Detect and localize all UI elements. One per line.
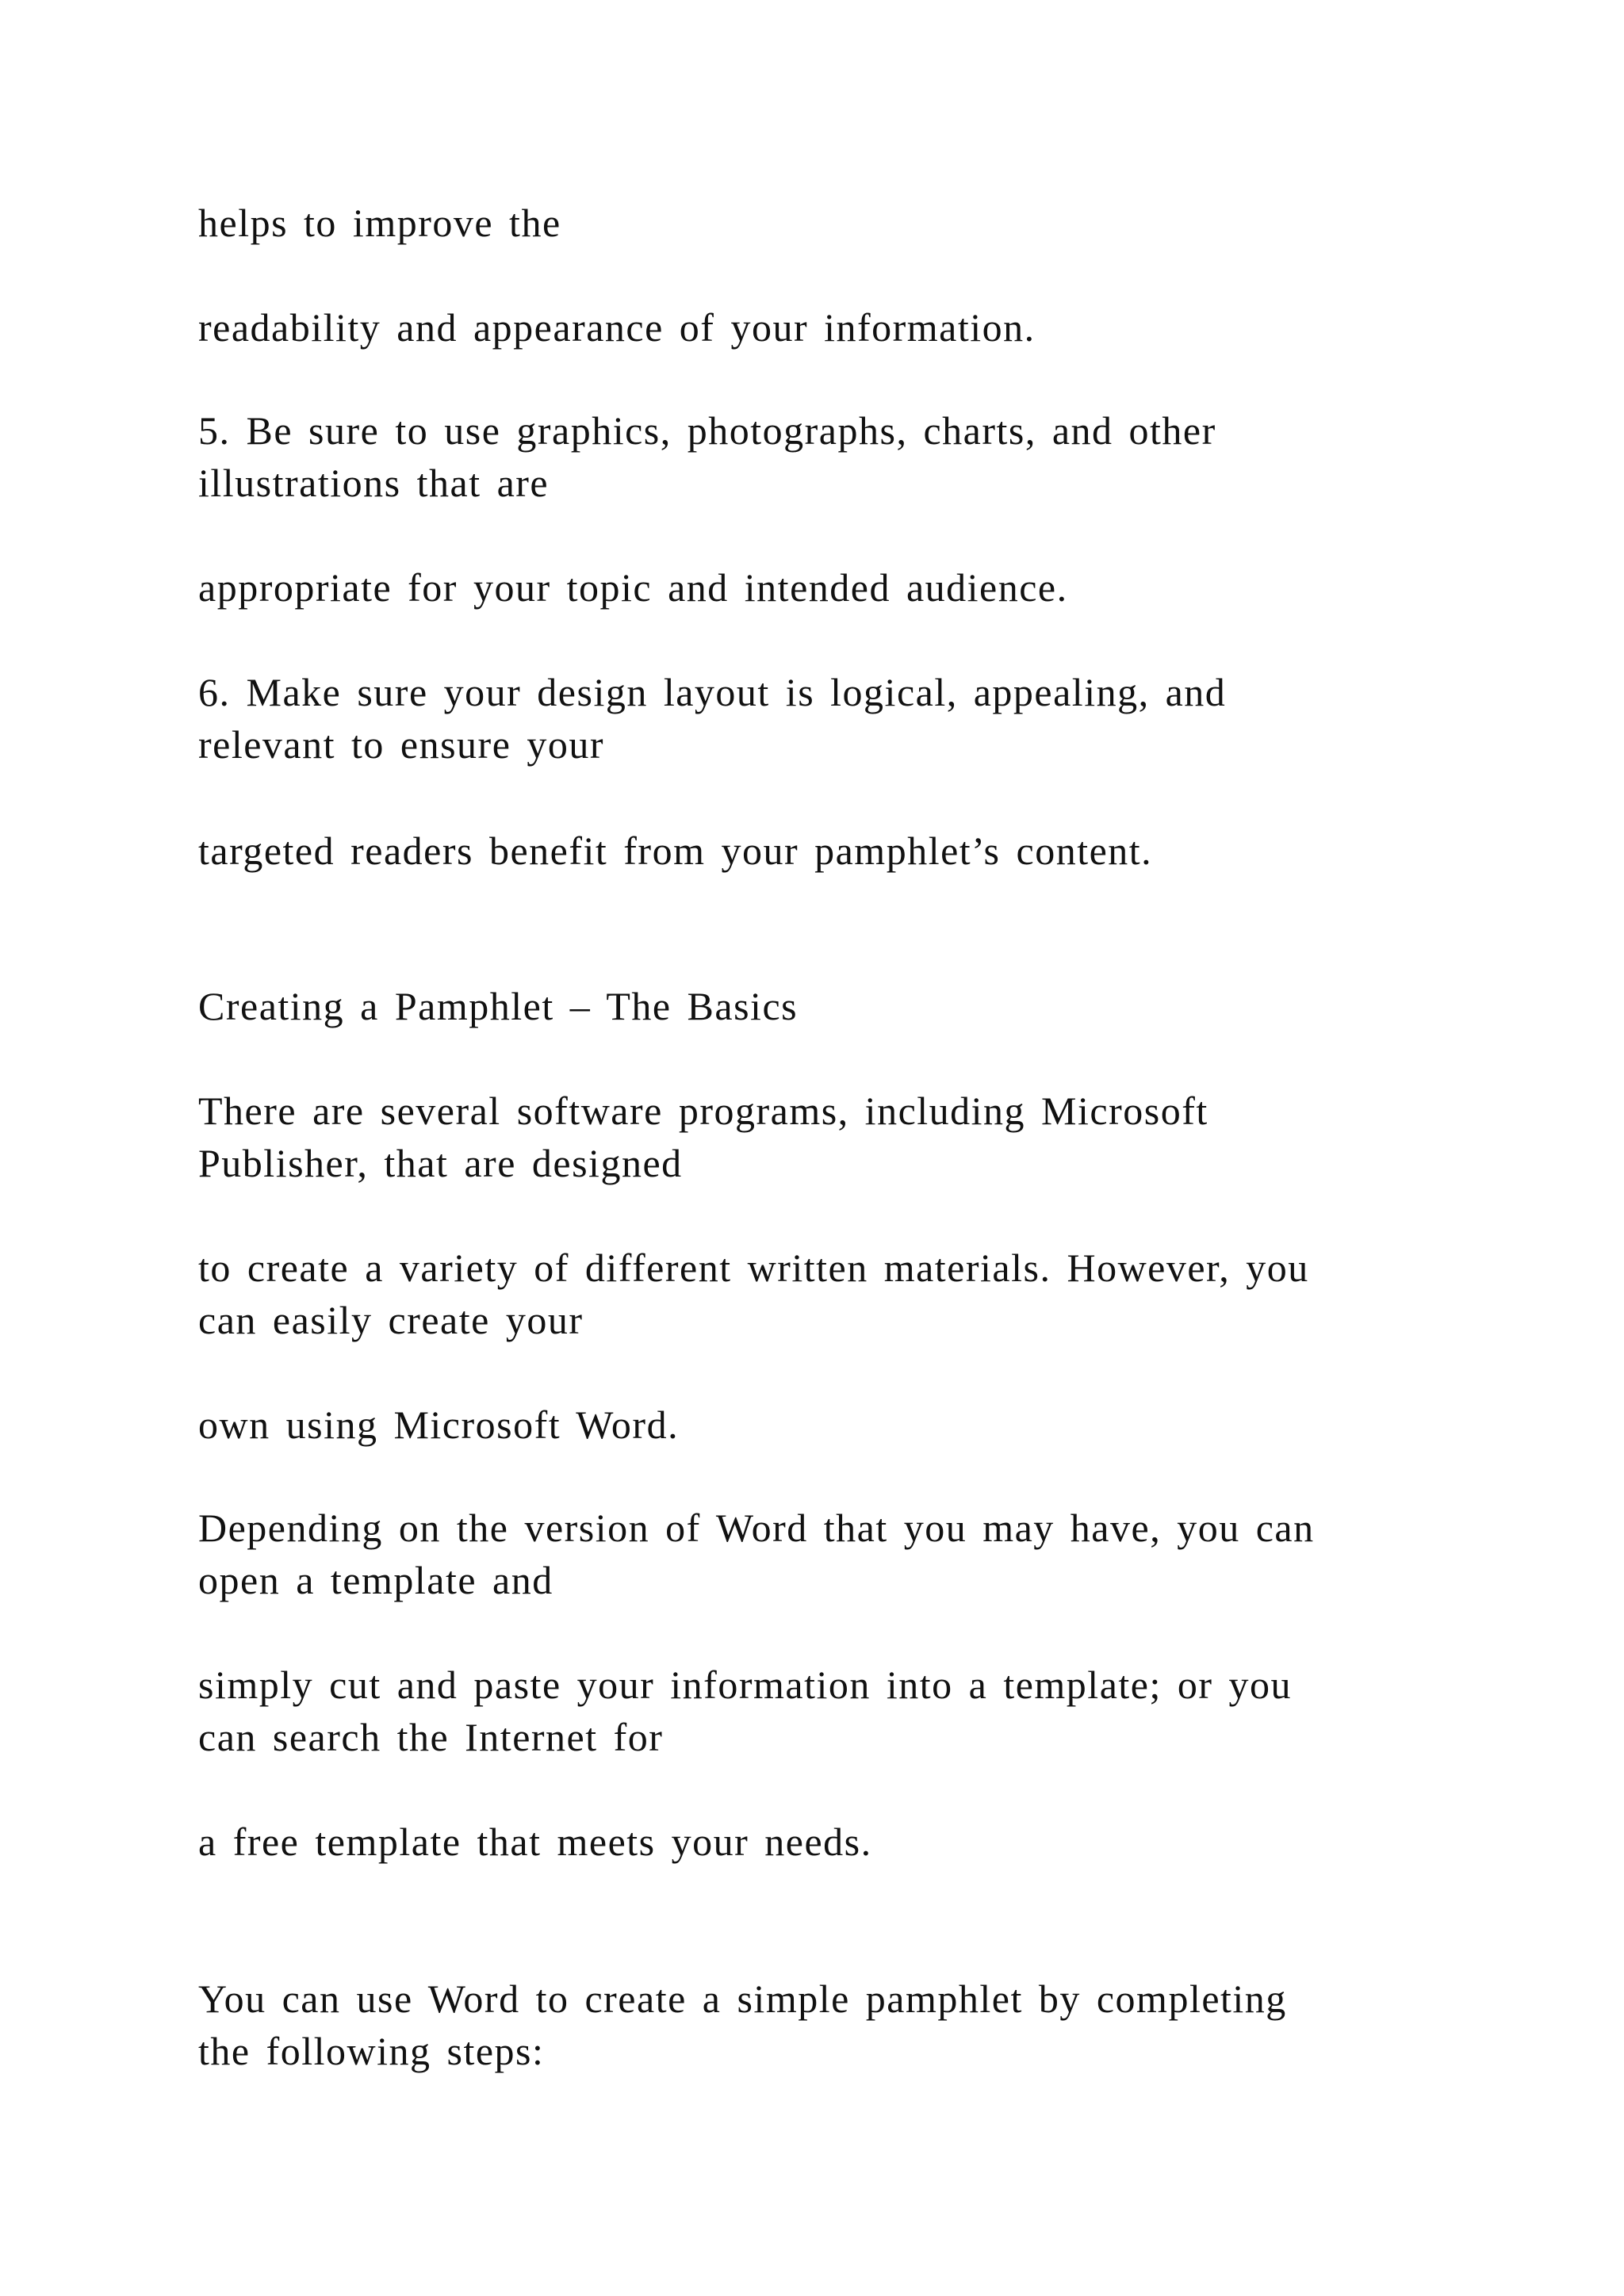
text-line: helps to improve the bbox=[198, 201, 561, 245]
text-line: to create a variety of different written materials. However, you bbox=[198, 1246, 1309, 1290]
text-line: There are several software programs, including Microsoft bbox=[198, 1089, 1208, 1133]
paragraph-11 bbox=[198, 1502, 1435, 1606]
paragraph-1 bbox=[198, 197, 1435, 249]
text-line: Publisher, that are designed bbox=[198, 1141, 683, 1185]
paragraph-item-5 bbox=[198, 404, 1435, 509]
paragraph-8 bbox=[198, 1085, 1435, 1189]
text-line: open a template and bbox=[198, 1558, 553, 1602]
paragraph-14 bbox=[198, 1973, 1435, 2077]
paragraph-10 bbox=[198, 1399, 1435, 1451]
heading-text: Creating a Pamphlet – The Basics bbox=[198, 984, 799, 1028]
text-line: relevant to ensure your bbox=[198, 722, 605, 767]
text-line: targeted readers benefit from your pamphlet’s content. bbox=[198, 828, 1153, 873]
text-line: readability and appearance of your information. bbox=[198, 305, 1036, 350]
paragraph-6 bbox=[198, 825, 1435, 877]
text-line: appropriate for your topic and intended audience. bbox=[198, 565, 1068, 610]
paragraph-9 bbox=[198, 1242, 1435, 1346]
text-line: 5. Be sure to use graphics, photographs, charts, and other bbox=[198, 408, 1216, 453]
text-line: simply cut and paste your information into a template; or you bbox=[198, 1663, 1293, 1707]
text-line: You can use Word to create a simple pamphlet by completing bbox=[198, 1976, 1287, 2021]
text-line: 6. Make sure your design layout is logical, appealing, and bbox=[198, 670, 1227, 714]
paragraph-item-6 bbox=[198, 666, 1435, 771]
text-line: the following steps: bbox=[198, 2029, 545, 2073]
paragraph-2 bbox=[198, 301, 1435, 354]
text-line: illustrations that are bbox=[198, 461, 550, 505]
section-heading bbox=[198, 980, 1435, 1032]
paragraph-13 bbox=[198, 1816, 1435, 1868]
text-line: a free template that meets your needs. bbox=[198, 1820, 872, 1864]
text-line: own using Microsoft Word. bbox=[198, 1402, 680, 1447]
text-line: can easily create your bbox=[198, 1298, 584, 1342]
paragraph-4 bbox=[198, 561, 1435, 614]
text-line: Depending on the version of Word that you may have, you can bbox=[198, 1506, 1315, 1550]
text-line: can search the Internet for bbox=[198, 1715, 664, 1759]
paragraph-12 bbox=[198, 1659, 1435, 1763]
